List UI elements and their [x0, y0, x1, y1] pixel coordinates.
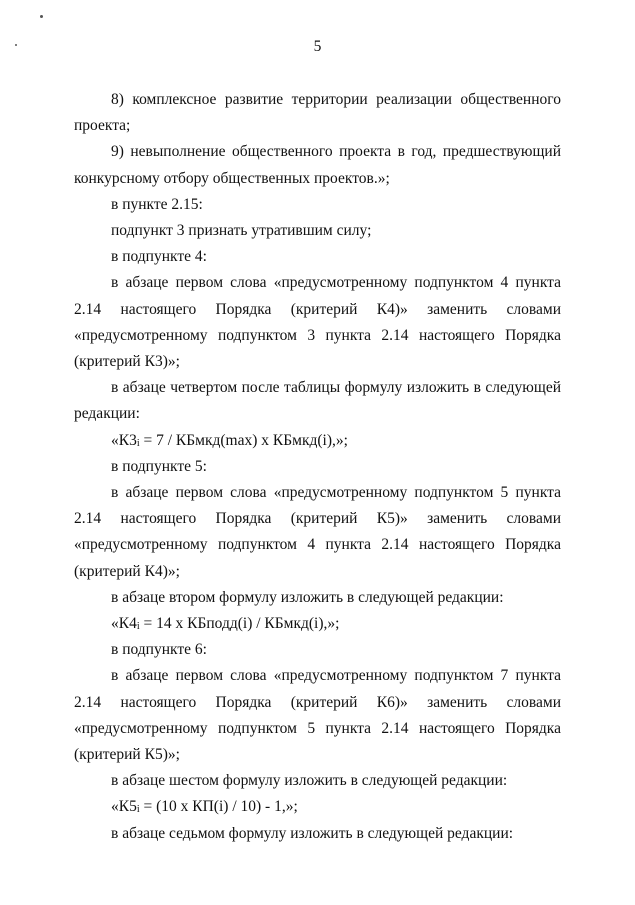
amendment-paragraph: в абзаце первом слова «предусмотренному подпунктом 5 пункта 2.14 настоящего Порядка (критерий К5)» заменить словами «предусмотренному подпунктом 4 пункта 2.14 настоящего Порядка (критерий К4)»;: [74, 484, 561, 580]
formula-lead: «К4: [111, 615, 137, 633]
amendment-heading: в подпункте 5:: [111, 457, 207, 475]
list-item-8: 8) комплексное развитие территории реализации общественного проекта;: [74, 91, 561, 135]
formula-subscript: i: [136, 437, 140, 449]
amendment-paragraph: в абзаце первом слова «предусмотренному подпунктом 7 пункта 2.14 настоящего Порядка (критерий К6)» заменить словами «предусмотренному подпунктом 5 пункта 2.14 настоящего Порядка (критерий К5)»;: [74, 667, 561, 764]
amendment-heading: в пункте 2.15:: [111, 195, 203, 213]
formula: [74, 428, 561, 454]
formula-subscript: i: [136, 804, 140, 816]
amendment-line: в абзаце седьмом формулу изложить в следующей редакции:: [111, 824, 514, 842]
amendment-line: подпункт 3 признать утратившим силу;: [111, 222, 372, 240]
list-item-9: 9) невыполнение общественного проекта в год, предшествующий конкурсному отбору общественных проектов.»;: [74, 143, 561, 187]
formula-rest: = (10 х КП(i) / 10) - 1,»;: [139, 798, 298, 816]
formula-lead: «К5: [111, 798, 137, 816]
amendment-heading: в подпункте 6:: [111, 641, 207, 659]
amendment-paragraph: в абзаце четвертом после таблицы формулу изложить в следующей редакции:: [74, 379, 561, 423]
formula-rest: = 14 х КБподд(i) / КБмкд(i),»;: [139, 615, 340, 633]
amendment-line: в абзаце шестом формулу изложить в следующей редакции:: [111, 772, 508, 790]
formula-rest: = 7 / КБмкд(max) х КБмкд(i),»;: [139, 431, 348, 449]
scan-speck: [40, 15, 43, 18]
document-body: [74, 87, 561, 847]
formula: [74, 611, 561, 637]
formula-lead: «К3: [111, 431, 137, 449]
formula: [74, 794, 561, 820]
amendment-line: в абзаце втором формулу изложить в следующей редакции:: [111, 588, 504, 606]
formula-subscript: i: [136, 621, 140, 633]
amendment-heading: в подпункте 4:: [111, 248, 207, 266]
page-number: 5: [313, 38, 322, 55]
amendment-paragraph: в абзаце первом слова «предусмотренному подпунктом 4 пункта 2.14 настоящего Порядка (критерий К4)» заменить словами «предусмотренному подпунктом 3 пункта 2.14 настоящего Порядка (критерий К3)»;: [74, 274, 561, 371]
